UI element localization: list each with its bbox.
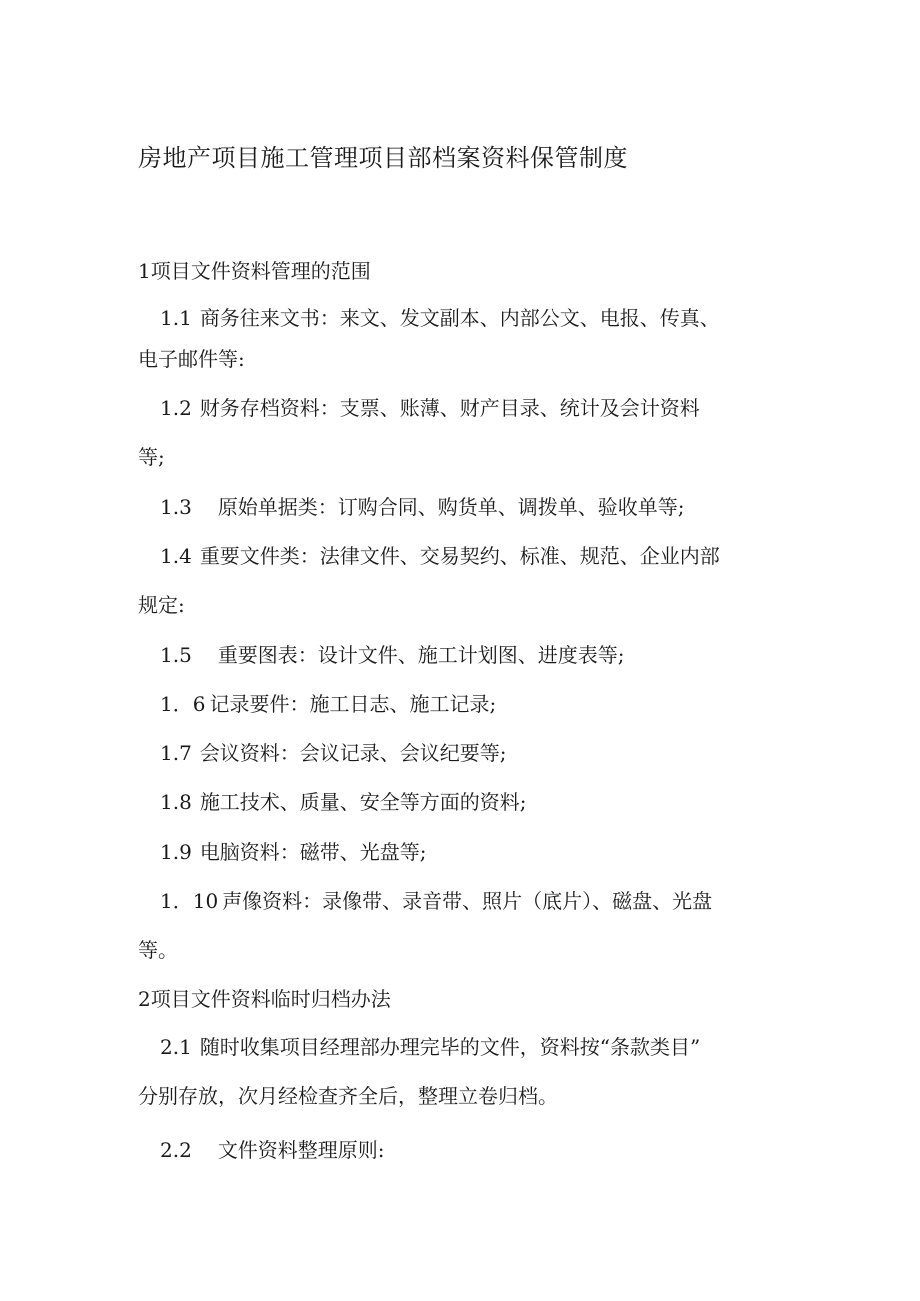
item-number: 1.9 [160,840,192,864]
item-number: 1.4 [160,544,192,568]
item-1-4 [160,542,720,570]
item-1-3 [160,493,685,521]
item-text: 财务存档资料：支票、账薄、财产目录、统计及会计资料 [199,396,700,420]
item-text: 声像资料：录像带、录音带、照片（底片）、磁盘、光盘 [222,889,713,913]
item-1-4-continuation: 规定: [138,593,185,617]
item-text: 施工技术、质量、安全等方面的资料; [199,790,527,814]
item-1-9 [160,838,427,866]
item-text: 记录要件：施工日志、施工记录; [209,692,497,716]
item-number: 1.7 [160,741,192,765]
item-1-1 [160,304,720,332]
item-text: 电脑资料：磁带、光盘等; [199,840,427,864]
item-number: 1.8 [160,790,192,814]
item-1-10 [160,887,712,915]
item-text: 会议资料：会议记录、会议纪要等; [199,741,507,765]
item-number: 2.2 [160,1138,192,1162]
item-text: 重要文件类：法律文件、交易契约、标准、规范、企业内部 [199,544,720,568]
item-2-1 [160,1033,700,1061]
item-1-10-continuation: 等。 [138,938,178,962]
section-2-heading: 2项目文件资料临时归档办法 [138,987,391,1011]
item-1-1-continuation: 电子邮件等: [138,347,245,371]
item-number: 1．10 [160,889,219,913]
item-text: 文件资料整理原则: [217,1138,385,1162]
section-1-heading: 1项目文件资料管理的范围 [138,259,371,283]
item-number: 1.3 [160,495,192,519]
item-1-5 [160,641,625,669]
item-2-1-continuation: 分别存放，次月经检查齐全后，整理立卷归档。 [138,1084,558,1108]
item-1-6 [160,690,496,718]
item-number: 1．6 [160,692,206,716]
item-1-2-continuation: 等; [138,445,165,469]
item-2-2 [160,1136,385,1164]
item-text: 原始单据类：订购合同、购货单、调拨单、验收单等; [217,495,685,519]
item-text: 重要图表：设计文件、施工计划图、进度表等; [217,643,625,667]
item-number: 1.1 [160,306,192,330]
item-1-7 [160,739,507,767]
document-title: 房地产项目施工管理项目部档案资料保管制度 [138,144,628,172]
item-number: 2.1 [160,1035,192,1059]
item-number: 1.5 [160,643,192,667]
item-1-8 [160,788,527,816]
item-text: 随时收集项目经理部办理完毕的文件，资料按“条款类目” [199,1035,701,1059]
item-1-2 [160,394,700,422]
item-text: 商务往来文书：来文、发文副本、内部公文、电报、传真、 [199,306,720,330]
item-number: 1.2 [160,396,192,420]
